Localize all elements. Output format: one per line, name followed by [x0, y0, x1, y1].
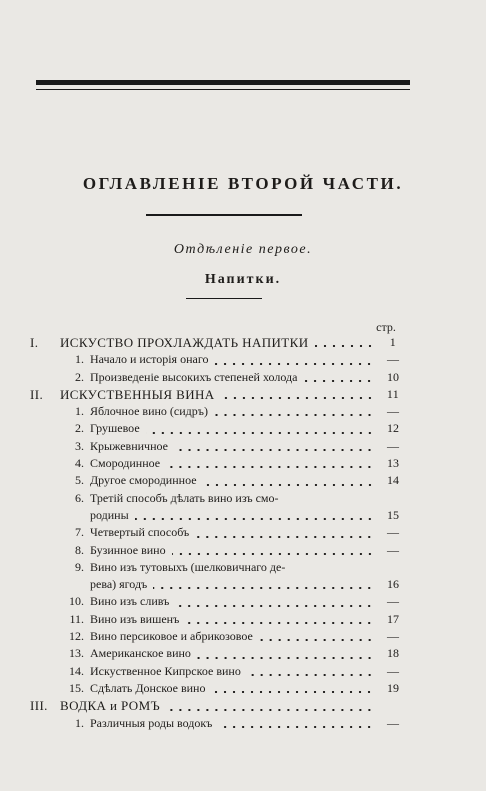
- toc-entry-label: ВОДКА и РОМЪ: [60, 698, 164, 713]
- toc-entry-text: [90, 438, 374, 455]
- toc-leader-dots: [185, 622, 374, 624]
- toc-leader-dots: [221, 397, 374, 399]
- toc-entry-label: рева) ягодъ: [90, 577, 151, 591]
- toc-entry-text: [90, 455, 374, 472]
- toc-entry-number: 11.: [69, 611, 84, 626]
- toc-entry: [30, 420, 410, 437]
- toc-entry-text: [90, 715, 374, 732]
- toc-entry: [30, 576, 410, 593]
- toc-entry-number: 10.: [69, 594, 84, 609]
- toc-entry: [30, 507, 410, 524]
- toc-entry-text: [90, 559, 374, 576]
- toc-page-number: 18: [387, 646, 399, 661]
- subsection-heading: Напитки.: [204, 272, 282, 287]
- toc-entry-label: Четвертый способъ: [90, 525, 193, 539]
- toc-entry-label: Смородинное: [90, 456, 164, 470]
- toc-page-number: —: [387, 404, 399, 419]
- toc-leader-dots: [218, 726, 374, 728]
- toc-entry-text: [90, 593, 374, 610]
- toc-entry: [30, 403, 410, 420]
- toc-entry-text: [60, 334, 374, 351]
- toc-entry-text: [90, 351, 374, 368]
- toc-entry-label: Яблочное вино (сидръ): [90, 404, 212, 418]
- toc-entry-number: I.: [30, 335, 39, 350]
- toc-entry: [30, 386, 410, 403]
- toc-entry-number: 9.: [75, 559, 84, 574]
- toc-entry: [30, 524, 410, 541]
- toc-entry-label: Грушевое: [90, 421, 144, 435]
- toc-entry-label: Третій способъ дѣлать вино изъ смо-: [90, 491, 283, 505]
- toc-entry-number: 5.: [75, 473, 84, 488]
- toc-entry-number: 14.: [69, 663, 84, 678]
- toc-page-number: 15: [387, 507, 399, 522]
- toc-leader-dots: [214, 414, 374, 416]
- toc-entry-number: 2.: [75, 369, 84, 384]
- toc-leader-dots: [166, 709, 374, 711]
- toc-entry-number: 4.: [75, 456, 84, 471]
- toc-page-number: 19: [387, 680, 399, 695]
- toc-page-number: 16: [387, 577, 399, 592]
- toc-entry: [30, 334, 410, 351]
- toc-entry-label: Американское вино: [90, 646, 195, 660]
- toc-leader-dots: [175, 605, 374, 607]
- toc-entry-text: [90, 472, 374, 489]
- header-thick-rule: [36, 80, 410, 85]
- toc-entry-text: [90, 403, 374, 420]
- toc-entry-number: 8.: [75, 542, 84, 557]
- toc-page-number: 1: [389, 335, 397, 349]
- toc-page-number: —: [387, 542, 399, 557]
- toc-entry-number: 15.: [69, 680, 84, 695]
- toc-page-number: —: [387, 594, 399, 609]
- toc-entry-text: [90, 542, 374, 559]
- toc-leader-dots: [195, 536, 374, 538]
- toc-page-number: —: [387, 715, 399, 730]
- toc-entry: [30, 715, 410, 732]
- toc-leader-dots: [247, 674, 374, 676]
- toc-entry-text: [90, 524, 374, 541]
- toc-page-number: 10: [387, 369, 399, 384]
- toc-entry-text: [60, 386, 374, 403]
- toc-entry-number: 12.: [69, 629, 84, 644]
- toc-entry-text: [90, 507, 374, 524]
- toc-page-number: —: [387, 525, 399, 540]
- toc-page-number: 11: [386, 386, 400, 401]
- toc-entry-label: Вино персиковое и абрикозовое: [90, 629, 257, 643]
- subsection-divider: [186, 298, 262, 299]
- toc-leader-dots: [214, 363, 374, 365]
- toc-entry: [30, 611, 410, 628]
- toc-entry-text: [90, 680, 374, 697]
- toc-entry-number: 3.: [75, 438, 84, 453]
- section-heading: Отдѣленіе первое.: [173, 242, 313, 257]
- toc-entry-label: ИСКУСТВО ПРОХЛАЖДАТЬ НАПИТКИ: [60, 335, 313, 350]
- toc-entry-label: Произведеніе высокихъ степеней холода: [90, 370, 301, 384]
- toc-leader-dots: [303, 380, 374, 382]
- toc-entry-number: 7.: [75, 525, 84, 540]
- toc-entry: [30, 490, 410, 507]
- header-thin-rule: [36, 89, 410, 90]
- toc-entry-number: 2.: [75, 421, 84, 436]
- toc-entry-label: ИСКУСТВЕННЫЯ ВИНА: [60, 387, 219, 402]
- toc-entry-label: Различныя роды водокъ: [90, 716, 216, 730]
- toc-entry: [30, 369, 410, 386]
- table-of-contents: [30, 334, 410, 732]
- toc-entry-text: [90, 645, 374, 662]
- toc-entry-text: [90, 628, 374, 645]
- toc-entry-label: Вино изъ тутовыхъ (шелковичнаго де-: [90, 560, 289, 574]
- toc-entry: [30, 593, 410, 610]
- toc-entry-number: 1.: [75, 352, 84, 367]
- toc-entry-text: [90, 611, 374, 628]
- toc-entry-number: II.: [30, 386, 44, 402]
- toc-page-number: 12: [387, 421, 399, 436]
- toc-entry-label: Сдѣлать Донское вино: [90, 681, 209, 695]
- toc-entry-label: Вино изъ сливъ: [90, 594, 173, 608]
- toc-leader-dots: [174, 449, 374, 451]
- toc-entry-label: Вино изъ вишенъ: [90, 612, 183, 626]
- toc-page-number: —: [387, 663, 399, 678]
- toc-entry-number: 6.: [75, 490, 84, 505]
- toc-leader-dots: [197, 657, 374, 659]
- toc-leader-dots: [146, 432, 374, 434]
- toc-entry: [30, 542, 410, 559]
- toc-entry-text: [90, 663, 374, 680]
- toc-entry: [30, 472, 410, 489]
- page-title: ОГЛАВЛЕНІЕ ВТОРОЙ ЧАСТИ.: [82, 174, 404, 193]
- toc-leader-dots: [153, 587, 374, 589]
- toc-page-number: 13: [387, 456, 399, 471]
- toc-entry-label: Начало и исторія онаго: [90, 352, 212, 366]
- toc-leader-dots: [172, 553, 374, 555]
- toc-entry: [30, 645, 410, 662]
- toc-leader-dots: [203, 484, 374, 486]
- toc-entry-number: III.: [30, 698, 48, 714]
- toc-leader-dots: [166, 466, 374, 468]
- toc-entry-text: [60, 697, 374, 714]
- toc-page-number: 17: [387, 611, 399, 626]
- toc-leader-dots: [135, 518, 374, 520]
- toc-entry-label: родины: [90, 508, 133, 522]
- toc-entry: [30, 680, 410, 697]
- toc-entry: [30, 663, 410, 680]
- toc-entry: [30, 438, 410, 455]
- toc-leader-dots: [211, 691, 374, 693]
- toc-entry: [30, 455, 410, 472]
- page-column-header: стр.: [376, 320, 396, 334]
- title-divider: [146, 214, 302, 216]
- toc-entry-label: Искуственное Кипрское вино: [90, 664, 245, 678]
- toc-entry-label: Крыжевничное: [90, 439, 172, 453]
- toc-entry-text: [90, 490, 374, 507]
- toc-entry-label: Бузинное вино: [90, 543, 170, 557]
- toc-page-number: —: [387, 629, 399, 644]
- toc-entry-number: 1.: [75, 715, 84, 730]
- toc-page-number: 14: [387, 473, 399, 488]
- toc-leader-dots: [315, 345, 374, 347]
- toc-entry: [30, 559, 410, 576]
- toc-entry-label: Другое смородинное: [90, 473, 201, 487]
- toc-entry: [30, 628, 410, 645]
- toc-page-number: —: [387, 438, 399, 453]
- toc-entry-number: 13.: [69, 646, 84, 661]
- toc-leader-dots: [259, 639, 374, 641]
- toc-entry-text: [90, 576, 374, 593]
- toc-entry: [30, 351, 410, 368]
- toc-entry: [30, 697, 410, 714]
- toc-page-number: —: [387, 352, 399, 367]
- toc-entry-text: [90, 369, 374, 386]
- toc-entry-number: 1.: [75, 404, 84, 419]
- toc-entry-text: [90, 420, 374, 437]
